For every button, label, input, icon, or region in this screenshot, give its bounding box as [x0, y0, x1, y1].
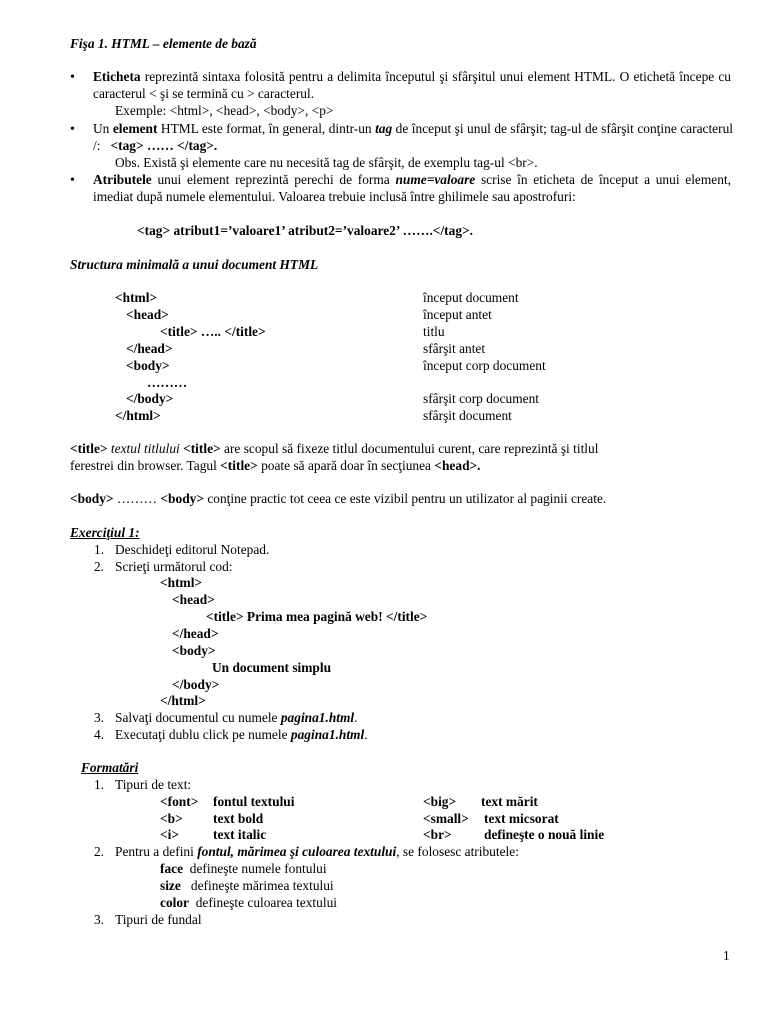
- structure-heading: Structura minimală a unui document HTML: [70, 257, 319, 272]
- bullet-atribute: Atributele unui element reprezintă perechi de forma nume=valoare scrise în eticheta de început a unui element, imediat după numele elementului. Valoarea trebuie inclusă între ghilimele sau apostrofuri:: [93, 172, 731, 204]
- list-number: 2.: [93, 844, 104, 859]
- eticheta-example: Exemple: <html>, <head>, <body>, <p>: [115, 103, 334, 118]
- bullet-element: Un element HTML este format, în general, dintr-un tag de început şi unul de sfârşit; tag-ul de sfârşit conţine caracterul /: <tag> …… </tag>.: [93, 121, 733, 153]
- structure-code-head: <head>: [126, 307, 169, 322]
- list-number: 3.: [93, 912, 104, 927]
- tag-br: <br>: [423, 827, 452, 842]
- page-number: 1: [723, 948, 730, 963]
- body-paragraph: <body> ……… <body> conţine practic tot ceea ce este vizibil pentru un utilizator al paginii create.: [70, 491, 607, 506]
- tag-desc: defineşte o nouă linie: [484, 827, 605, 842]
- list-number: 4.: [93, 727, 104, 742]
- structure-desc: sfârşit corp document: [423, 391, 540, 406]
- structure-code-html-end: </html>: [115, 408, 161, 423]
- list-number: 2.: [93, 559, 104, 574]
- exercise-code-line: Un document simplu: [212, 660, 332, 675]
- tag-desc: text micsorat: [484, 811, 559, 826]
- tag-small: <small>: [423, 811, 469, 826]
- term-atributele: Atributele: [93, 172, 152, 187]
- formatari-heading: Formatări: [81, 760, 139, 775]
- bullet-icon: •: [70, 173, 75, 188]
- tag-font: <font>: [160, 794, 199, 809]
- term-tag: tag: [375, 121, 393, 136]
- list-item: Salvaţi documentul cu numele pagina1.html.: [115, 710, 358, 725]
- exercise-code-line: <body>: [172, 643, 216, 658]
- file-name: pagina1.html: [290, 727, 365, 742]
- list-item: Pentru a defini fontul, mărimea şi culoarea textului, se folosesc atributele:: [115, 844, 519, 859]
- bullet-icon: •: [70, 122, 75, 137]
- tag-b: <b>: [160, 811, 183, 826]
- tag-desc: fontul textului: [213, 794, 295, 809]
- exercise-code-line: </html>: [160, 693, 206, 708]
- structure-desc: început document: [423, 290, 519, 305]
- document-title: Fişa 1. HTML – elemente de bază: [70, 36, 257, 51]
- tag-desc: text mărit: [481, 794, 538, 809]
- eticheta-text: reprezintă sintaxa folosită pentru a delimita începutul şi sfârşitul unui element HTML. O etichetă începe cu caracterul < şi se termină cu > caracterul.: [93, 69, 731, 101]
- structure-desc: sfârşit antet: [423, 341, 486, 356]
- structure-desc: titlu: [423, 324, 445, 339]
- term-eticheta: Eticheta: [93, 69, 141, 84]
- exercise-code-line: <title> Prima mea pagină web! </title>: [206, 609, 428, 624]
- tag-desc: text italic: [213, 827, 267, 842]
- exercise-code-line: <html>: [160, 575, 203, 590]
- list-item: Deschideţi editorul Notepad.: [115, 542, 270, 557]
- list-number: 1.: [93, 777, 104, 792]
- exercise-code-line: <head>: [172, 592, 215, 607]
- exercise-code-line: </body>: [172, 677, 220, 692]
- structure-code-head-end: </head>: [126, 341, 173, 356]
- list-number: 3.: [93, 710, 104, 725]
- attr-size: size defineşte mărimea textului: [160, 878, 334, 893]
- term-nume-valoare: nume=valoare: [395, 172, 476, 187]
- element-code: <tag> …… </tag>.: [110, 137, 218, 153]
- list-item: Tipuri de text:: [115, 777, 192, 792]
- list-item: Tipuri de fundal: [115, 912, 202, 927]
- tag-desc: text bold: [213, 811, 264, 826]
- list-item: Scrieţi următorul cod:: [115, 559, 233, 574]
- term-element: element: [112, 121, 158, 136]
- title-paragraph-line1: <title> textul titlului <title> are scopul să fixeze titlul documentului curent, care reprezintă şi titlul: [70, 441, 599, 456]
- structure-code-body: <body>: [126, 358, 170, 373]
- structure-code-body-end: </body>: [126, 391, 174, 406]
- atribute-code: <tag> atribut1=’valoare1’ atribut2=’valoare2’ …….</tag>.: [137, 223, 473, 238]
- emphasis-text: fontul, mărimea şi culoarea textului: [197, 844, 397, 859]
- exercise-heading: Exerciţiul 1:: [70, 525, 140, 540]
- list-number: 1.: [93, 542, 104, 557]
- tag-i: <i>: [160, 827, 179, 842]
- structure-desc: început antet: [423, 307, 492, 322]
- structure-code-title: <title> ….. </title>: [160, 324, 266, 339]
- structure-desc: sfârşit document: [423, 408, 512, 423]
- element-obs: Obs. Există şi elemente care nu necesită tag de sfârşit, de exemplu tag-ul <br>.: [115, 155, 538, 170]
- title-paragraph-line2: ferestrei din browser. Tagul <title> poate să apară doar în secţiunea <head>.: [70, 458, 481, 473]
- attr-color: color defineşte culoarea textului: [160, 895, 337, 910]
- bullet-eticheta: [93, 69, 731, 103]
- attr-face: face defineşte numele fontului: [160, 861, 327, 876]
- structure-desc: început corp document: [423, 358, 546, 373]
- structure-code-html: <html>: [115, 290, 158, 305]
- structure-code-dots: ………: [147, 375, 188, 390]
- tag-big: <big>: [423, 794, 457, 809]
- list-item: Executaţi dublu click pe numele pagina1.html.: [115, 727, 368, 742]
- file-name: pagina1.html: [280, 710, 355, 725]
- bullet-icon: •: [70, 70, 75, 85]
- exercise-code-line: </head>: [172, 626, 219, 641]
